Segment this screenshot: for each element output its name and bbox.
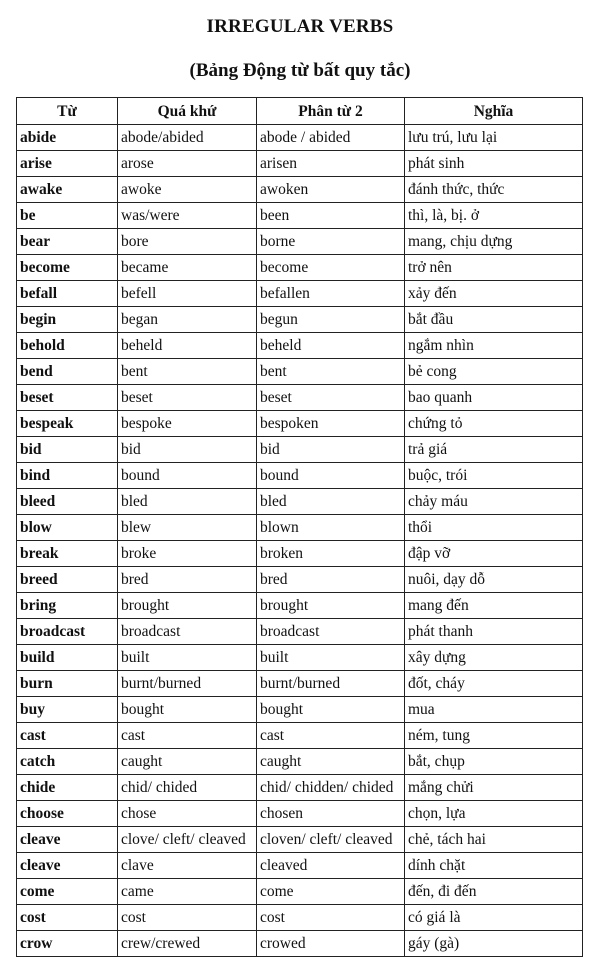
cell-word: cast [17,723,118,749]
cell-past-participle: been [257,203,405,229]
cell-past-participle: cleaved [257,853,405,879]
cell-past: blew [118,515,257,541]
cell-meaning: dính chặt [405,853,583,879]
cell-meaning: đập vỡ [405,541,583,567]
table-row [17,567,583,593]
cell-meaning: trả giá [405,437,583,463]
cell-past-participle: awoken [257,177,405,203]
cell-meaning: thổi [405,515,583,541]
cell-past: bled [118,489,257,515]
cell-past-participle: arisen [257,151,405,177]
table-row [17,437,583,463]
header-meaning: Nghĩa [405,98,583,125]
table-row [17,125,583,151]
cell-meaning: ngắm nhìn [405,333,583,359]
table-row [17,879,583,905]
cell-past: bound [118,463,257,489]
cell-past-participle: bound [257,463,405,489]
cell-word: come [17,879,118,905]
cell-past-participle: beheld [257,333,405,359]
cell-word: bleed [17,489,118,515]
cell-meaning: mang đến [405,593,583,619]
cell-past-participle: begun [257,307,405,333]
cell-past-participle: caught [257,749,405,775]
table-row [17,905,583,931]
table-row [17,931,583,957]
table-row [17,827,583,853]
cell-word: break [17,541,118,567]
cell-past-participle: chid/ chidden/ chided [257,775,405,801]
cell-past: broadcast [118,619,257,645]
cell-word: burn [17,671,118,697]
document-subtitle: (Bảng Động từ bất quy tắc) [189,60,411,81]
cell-word: bring [17,593,118,619]
table-row [17,385,583,411]
cell-past: brought [118,593,257,619]
table-row [17,697,583,723]
cell-past-participle: borne [257,229,405,255]
table-row [17,229,583,255]
cell-word: choose [17,801,118,827]
cell-past: became [118,255,257,281]
cell-past: bid [118,437,257,463]
cell-word: cleave [17,853,118,879]
cell-past: crew/crewed [118,931,257,957]
table-row [17,177,583,203]
cell-past: built [118,645,257,671]
table-row [17,775,583,801]
table-row [17,853,583,879]
table-row [17,359,583,385]
cell-word: bind [17,463,118,489]
cell-meaning: đánh thức, thức [405,177,583,203]
cell-word: buy [17,697,118,723]
irregular-verbs-table [16,97,583,957]
cell-meaning: xảy đến [405,281,583,307]
cell-meaning: chứng tỏ [405,411,583,437]
cell-word: bend [17,359,118,385]
cell-past-participle: broadcast [257,619,405,645]
cell-meaning: có giá là [405,905,583,931]
table-row [17,489,583,515]
cell-past-participle: built [257,645,405,671]
cell-word: chide [17,775,118,801]
cell-meaning: bắt đầu [405,307,583,333]
cell-past-participle: burnt/burned [257,671,405,697]
cell-word: awake [17,177,118,203]
cell-word: arise [17,151,118,177]
cell-past-participle: befallen [257,281,405,307]
cell-past-participle: abode / abided [257,125,405,151]
cell-past: clave [118,853,257,879]
table-row [17,463,583,489]
cell-word: breed [17,567,118,593]
cell-past-participle: broken [257,541,405,567]
cell-meaning: bẻ cong [405,359,583,385]
cell-past: burnt/burned [118,671,257,697]
table-row [17,203,583,229]
cell-past-participle: crowed [257,931,405,957]
cell-past-participle: cloven/ cleft/ cleaved [257,827,405,853]
cell-word: abide [17,125,118,151]
table-row [17,151,583,177]
header-word: Từ [17,98,118,125]
cell-past-participle: blown [257,515,405,541]
cell-past-participle: brought [257,593,405,619]
cell-past: cost [118,905,257,931]
table-row [17,671,583,697]
cell-meaning: mắng chửi [405,775,583,801]
cell-meaning: phát sinh [405,151,583,177]
cell-word: blow [17,515,118,541]
cell-meaning: ném, tung [405,723,583,749]
cell-meaning: xây dựng [405,645,583,671]
cell-word: bear [17,229,118,255]
cell-meaning: bắt, chụp [405,749,583,775]
table-row [17,281,583,307]
table-row [17,541,583,567]
cell-past: arose [118,151,257,177]
cell-past: broke [118,541,257,567]
table-row [17,619,583,645]
cell-past-participle: bid [257,437,405,463]
cell-word: become [17,255,118,281]
cell-past-participle: cast [257,723,405,749]
cell-past-participle: become [257,255,405,281]
cell-word: broadcast [17,619,118,645]
cell-word: cost [17,905,118,931]
cell-past-participle: bent [257,359,405,385]
cell-past-participle: beset [257,385,405,411]
table-row [17,749,583,775]
cell-past-participle: cost [257,905,405,931]
cell-past-participle: bespoken [257,411,405,437]
cell-past-participle: bought [257,697,405,723]
cell-word: cleave [17,827,118,853]
table-row [17,593,583,619]
cell-past: abode/abided [118,125,257,151]
cell-past: was/were [118,203,257,229]
table-row [17,723,583,749]
cell-meaning: lưu trú, lưu lại [405,125,583,151]
cell-meaning: gáy (gà) [405,931,583,957]
cell-past: bore [118,229,257,255]
cell-meaning: chẻ, tách hai [405,827,583,853]
cell-past: caught [118,749,257,775]
cell-meaning: mua [405,697,583,723]
header-past-participle: Phân từ 2 [257,98,405,125]
cell-meaning: trở nên [405,255,583,281]
cell-past: chid/ chided [118,775,257,801]
table-row [17,515,583,541]
cell-past: bought [118,697,257,723]
cell-past: cast [118,723,257,749]
cell-past: chose [118,801,257,827]
cell-past: awoke [118,177,257,203]
cell-past: bred [118,567,257,593]
cell-past-participle: come [257,879,405,905]
cell-meaning: đến, đi đến [405,879,583,905]
document-title: IRREGULAR VERBS [206,16,394,37]
cell-word: begin [17,307,118,333]
cell-word: befall [17,281,118,307]
cell-word: behold [17,333,118,359]
cell-meaning: buộc, trói [405,463,583,489]
cell-past: beheld [118,333,257,359]
cell-meaning: chảy máu [405,489,583,515]
cell-past: befell [118,281,257,307]
cell-past: bent [118,359,257,385]
cell-past-participle: bled [257,489,405,515]
table-row [17,255,583,281]
cell-meaning: phát thanh [405,619,583,645]
cell-word: bespeak [17,411,118,437]
table-row [17,333,583,359]
cell-word: crow [17,931,118,957]
cell-meaning: nuôi, dạy dỗ [405,567,583,593]
cell-past: bespoke [118,411,257,437]
table-row [17,307,583,333]
cell-word: beset [17,385,118,411]
cell-word: be [17,203,118,229]
cell-past-participle: bred [257,567,405,593]
cell-word: catch [17,749,118,775]
cell-past: clove/ cleft/ cleaved [118,827,257,853]
cell-meaning: bao quanh [405,385,583,411]
cell-meaning: chọn, lựa [405,801,583,827]
table-body [17,125,583,957]
cell-meaning: thì, là, bị. ở [405,203,583,229]
cell-meaning: mang, chịu dựng [405,229,583,255]
table-row [17,801,583,827]
cell-past-participle: chosen [257,801,405,827]
table-header-row [17,98,583,125]
table-row [17,645,583,671]
cell-past: began [118,307,257,333]
cell-meaning: đốt, cháy [405,671,583,697]
cell-past: beset [118,385,257,411]
table-row [17,411,583,437]
cell-past: came [118,879,257,905]
header-past: Quá khứ [118,98,257,125]
cell-word: bid [17,437,118,463]
cell-word: build [17,645,118,671]
